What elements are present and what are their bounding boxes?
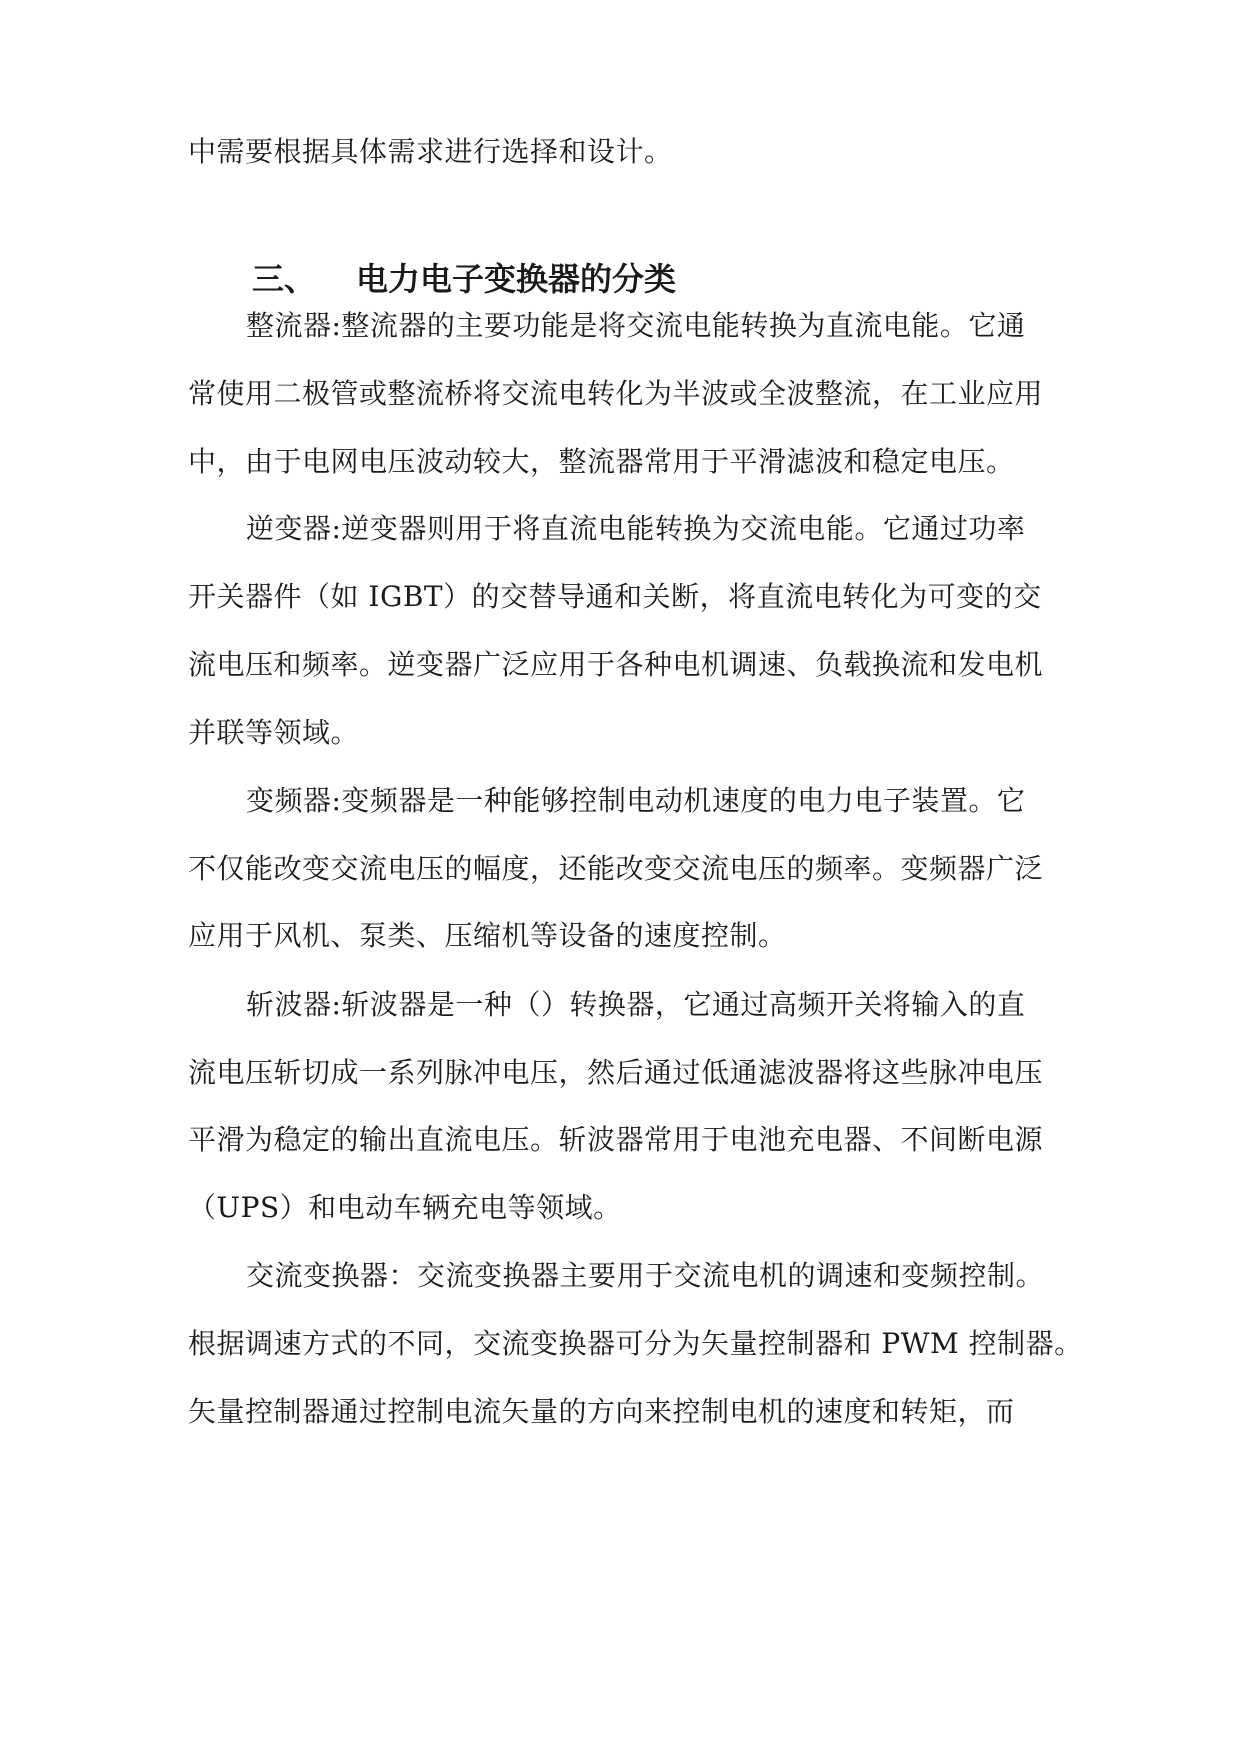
- paragraph-line: 并联等领域。: [188, 716, 360, 749]
- paragraph-line: 流电压斩切成一系列脉冲电压，然后通过低通滤波器将这些脉冲电压: [188, 1056, 1044, 1089]
- paragraph-line: 整流器:整流器的主要功能是将交流电能转换为直流电能。它通: [246, 309, 1026, 342]
- paragraph-line: 矢量控制器通过控制电流矢量的方向来控制电机的速度和转矩，而: [188, 1395, 1015, 1428]
- carry-over-line: 中需要根据具体需求进行选择和设计。: [188, 135, 673, 168]
- paragraph-line: 逆变器:逆变器则用于将直流电能转换为交流电能。它通过功率: [246, 512, 1026, 545]
- paragraph-line: 常使用二极管或整流桥将交流电转化为半波或全波整流，在工业应用: [188, 377, 1044, 410]
- paragraph-line: 流电压和频率。逆变器广泛应用于各种电机调速、负载换流和发电机: [188, 648, 1044, 681]
- paragraph-line: 变频器:变频器是一种能够控制电动机速度的电力电子装置。它: [246, 784, 1026, 817]
- paragraph-line: 应用于风机、泵类、压缩机等设备的速度控制。: [188, 919, 787, 952]
- section-title: 电力电子变换器的分类: [356, 260, 677, 298]
- paragraph-line: （UPS）和电动车辆充电等领域。: [188, 1191, 622, 1224]
- paragraph-line: 根据调速方式的不同，交流变换器可分为矢量控制器和 PWM 控制器。: [188, 1327, 1083, 1360]
- paragraph-line: 平滑为稳定的输出直流电压。斩波器常用于电池充电器、不间断电源: [188, 1123, 1044, 1156]
- section-heading: [252, 257, 676, 301]
- paragraph-line: 斩波器:斩波器是一种（）转换器，它通过高频开关将输入的直: [246, 988, 1026, 1021]
- paragraph-line: 交流变换器：交流变换器主要用于交流电机的调速和变频控制。: [246, 1259, 1045, 1292]
- paragraph-line: 中，由于电网电压波动较大，整流器常用于平滑滤波和稳定电压。: [188, 445, 1015, 478]
- paragraph-line: 不仅能改变交流电压的幅度，还能改变交流电压的频率。变频器广泛: [188, 852, 1044, 885]
- section-number: 三、: [252, 260, 317, 298]
- paragraph-line: 开关器件（如 IGBT）的交替导通和关断，将直流电转化为可变的交: [188, 580, 1042, 613]
